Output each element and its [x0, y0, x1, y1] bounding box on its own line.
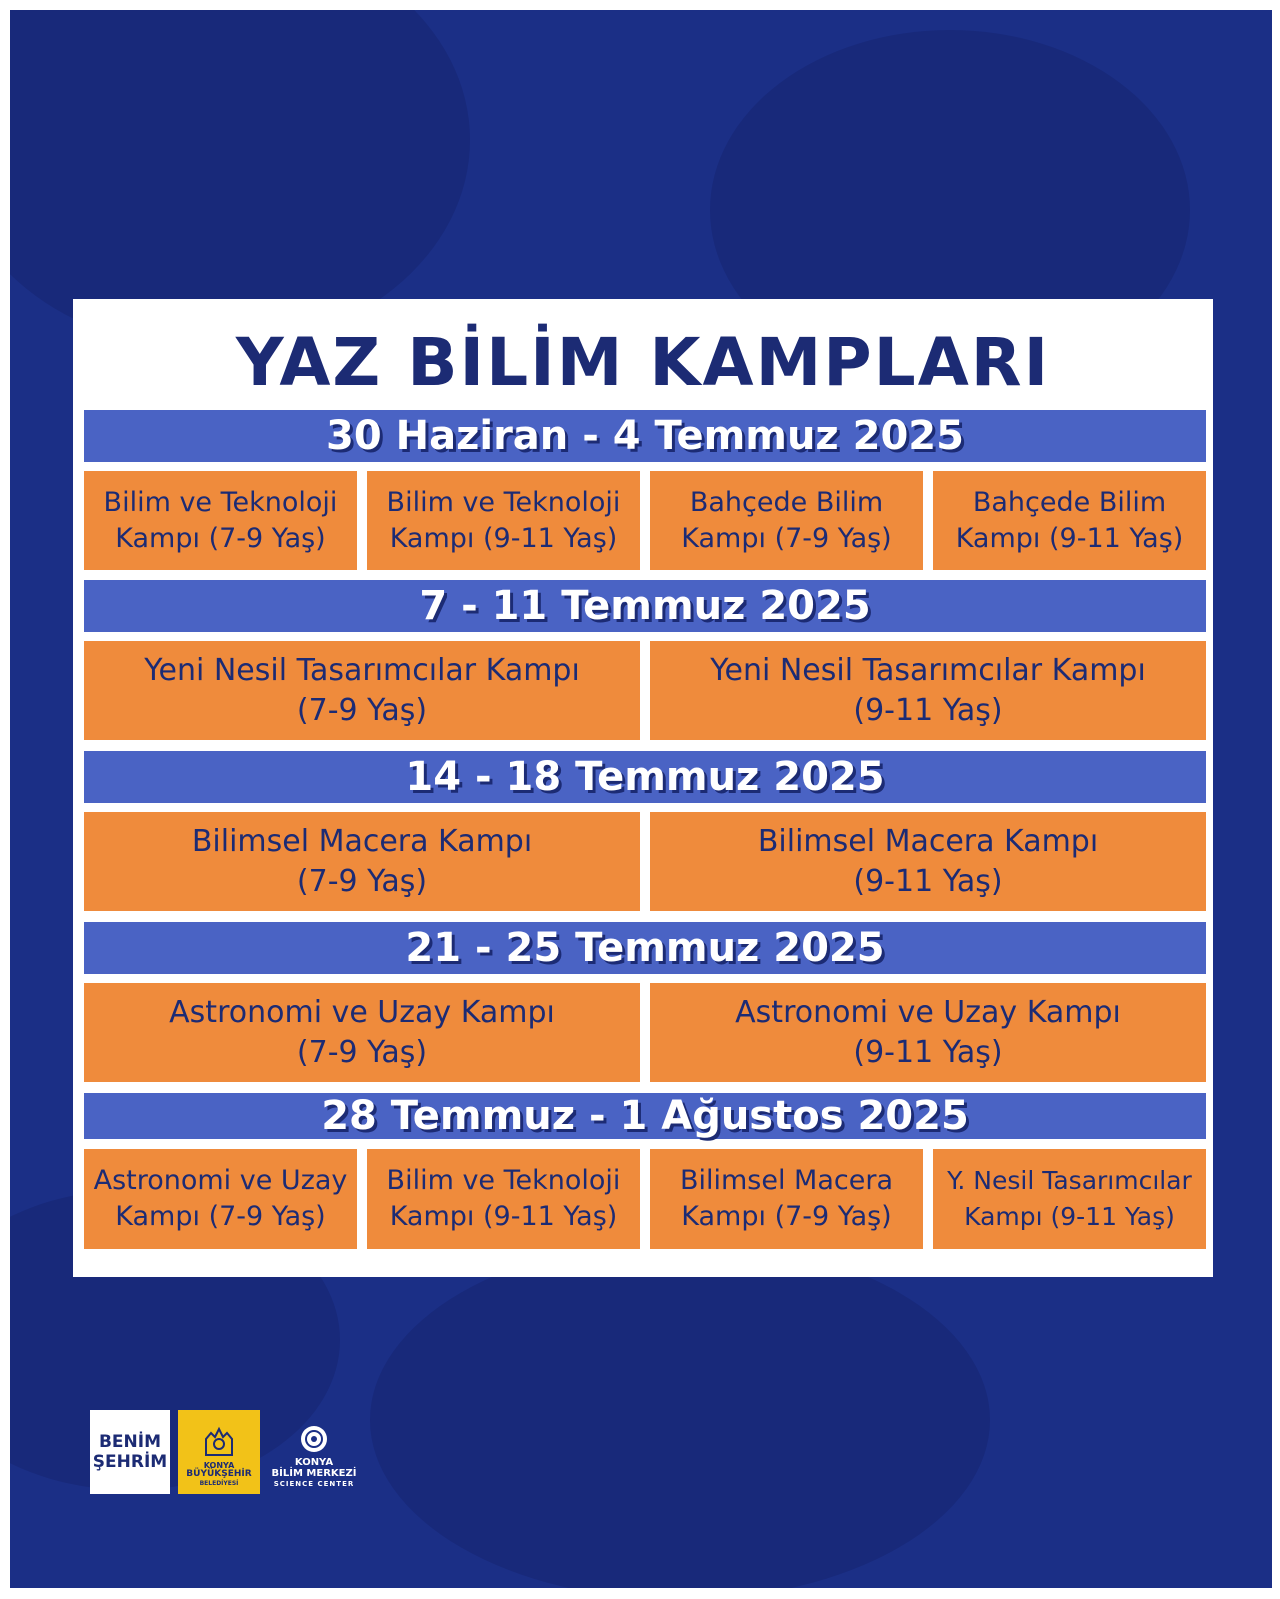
camp-age: Kampı (9-11 Yaş) — [389, 522, 618, 554]
camp-name: Astronomi ve Uzay Kampı — [169, 994, 555, 1030]
logo-text: BÜYÜKŞEHİR — [186, 1469, 252, 1479]
camp-cell — [933, 1149, 1206, 1249]
camp-cell — [650, 471, 923, 570]
camp-name: Bilim ve Teknoloji — [386, 1165, 621, 1196]
camp-name: Astronomi ve Uzay Kampı — [735, 994, 1121, 1030]
logo-text: ŞEHRİM — [92, 1452, 168, 1472]
camp-age: Kampı (9-11 Yaş) — [964, 1202, 1175, 1231]
week-date-bar: 28 Temmuz - 1 Ağustos 2025 — [84, 1093, 1206, 1139]
camp-age: Kampı (7-9 Yaş) — [115, 1201, 326, 1232]
camp-age: (7-9 Yaş) — [296, 692, 428, 728]
schedule-card — [73, 299, 1213, 1277]
week-camps-row — [84, 1149, 1206, 1249]
camp-cell — [650, 641, 1206, 740]
week-camps-row — [84, 471, 1206, 570]
camp-name: Bilim ve Teknoloji — [386, 486, 621, 518]
camp-name: Bahçede Bilim — [972, 486, 1167, 518]
camp-age: (7-9 Yaş) — [296, 863, 428, 899]
benim-sehrim-logo — [90, 1410, 170, 1494]
camp-name: Yeni Nesil Tasarımcılar Kampı — [144, 652, 580, 688]
week-camps-row — [84, 812, 1206, 911]
camp-cell — [84, 983, 640, 1082]
logo-text: KONYA — [203, 1461, 235, 1470]
bilim-merkezi-logo — [268, 1410, 360, 1494]
camp-age: (9-11 Yaş) — [853, 1034, 1003, 1070]
week-camps-row — [84, 983, 1206, 1082]
camp-cell — [84, 812, 640, 911]
camp-name: Bilimsel Macera Kampı — [757, 823, 1099, 859]
sponsor-logos — [90, 1410, 360, 1494]
camp-cell — [650, 1149, 923, 1249]
camp-age: Kampı (9-11 Yaş) — [955, 522, 1184, 554]
camp-cell — [367, 471, 640, 570]
logo-text: BENİM — [98, 1432, 162, 1452]
camp-age: (9-11 Yaş) — [853, 863, 1003, 899]
week-camps-row — [84, 641, 1206, 740]
page-title: YAZ BİLİM KAMPLARI — [235, 324, 1051, 401]
week-date-bar: 30 Haziran - 4 Temmuz 2025 — [84, 410, 1206, 462]
background-shape — [370, 1240, 990, 1588]
konya-buyuksehir-logo — [178, 1410, 260, 1494]
camp-cell — [367, 1149, 640, 1249]
logo-text: BİLİM MERKEZİ — [271, 1468, 357, 1479]
week-date-bar: 7 - 11 Temmuz 2025 — [84, 580, 1206, 632]
camp-name: Astronomi ve Uzay — [93, 1165, 348, 1196]
camp-name: Bilimsel Macera Kampı — [191, 823, 533, 859]
logo-text: SCIENCE CENTER — [273, 1480, 355, 1488]
camp-age: Kampı (7-9 Yaş) — [681, 1201, 892, 1232]
camp-age: Kampı (7-9 Yaş) — [115, 522, 326, 554]
camp-cell — [84, 471, 357, 570]
camp-age: (7-9 Yaş) — [296, 1034, 428, 1070]
camp-cell — [84, 1149, 357, 1249]
logo-text: KONYA — [294, 1457, 334, 1468]
logo-text: BELEDİYESİ — [199, 1480, 239, 1487]
week-date-bar: 21 - 25 Temmuz 2025 — [84, 922, 1206, 974]
camp-name: Y. Nesil Tasarımcılar — [947, 1166, 1192, 1195]
camp-name: Yeni Nesil Tasarımcılar Kampı — [710, 652, 1146, 688]
camp-name: Bilim ve Teknoloji — [103, 486, 338, 518]
week-date-bar: 14 - 18 Temmuz 2025 — [84, 751, 1206, 803]
camp-age: Kampı (9-11 Yaş) — [389, 1201, 618, 1232]
crest-icon — [202, 1425, 236, 1457]
science-center-icon — [294, 1422, 334, 1454]
camp-cell — [650, 812, 1206, 911]
camp-cell — [650, 983, 1206, 1082]
camp-cell — [933, 471, 1206, 570]
camp-age: (9-11 Yaş) — [853, 692, 1003, 728]
camp-name: Bahçede Bilim — [689, 486, 884, 518]
poster — [10, 10, 1272, 1588]
camp-age: Kampı (7-9 Yaş) — [681, 522, 892, 554]
camp-cell — [84, 641, 640, 740]
camp-name: Bilimsel Macera — [679, 1165, 894, 1196]
